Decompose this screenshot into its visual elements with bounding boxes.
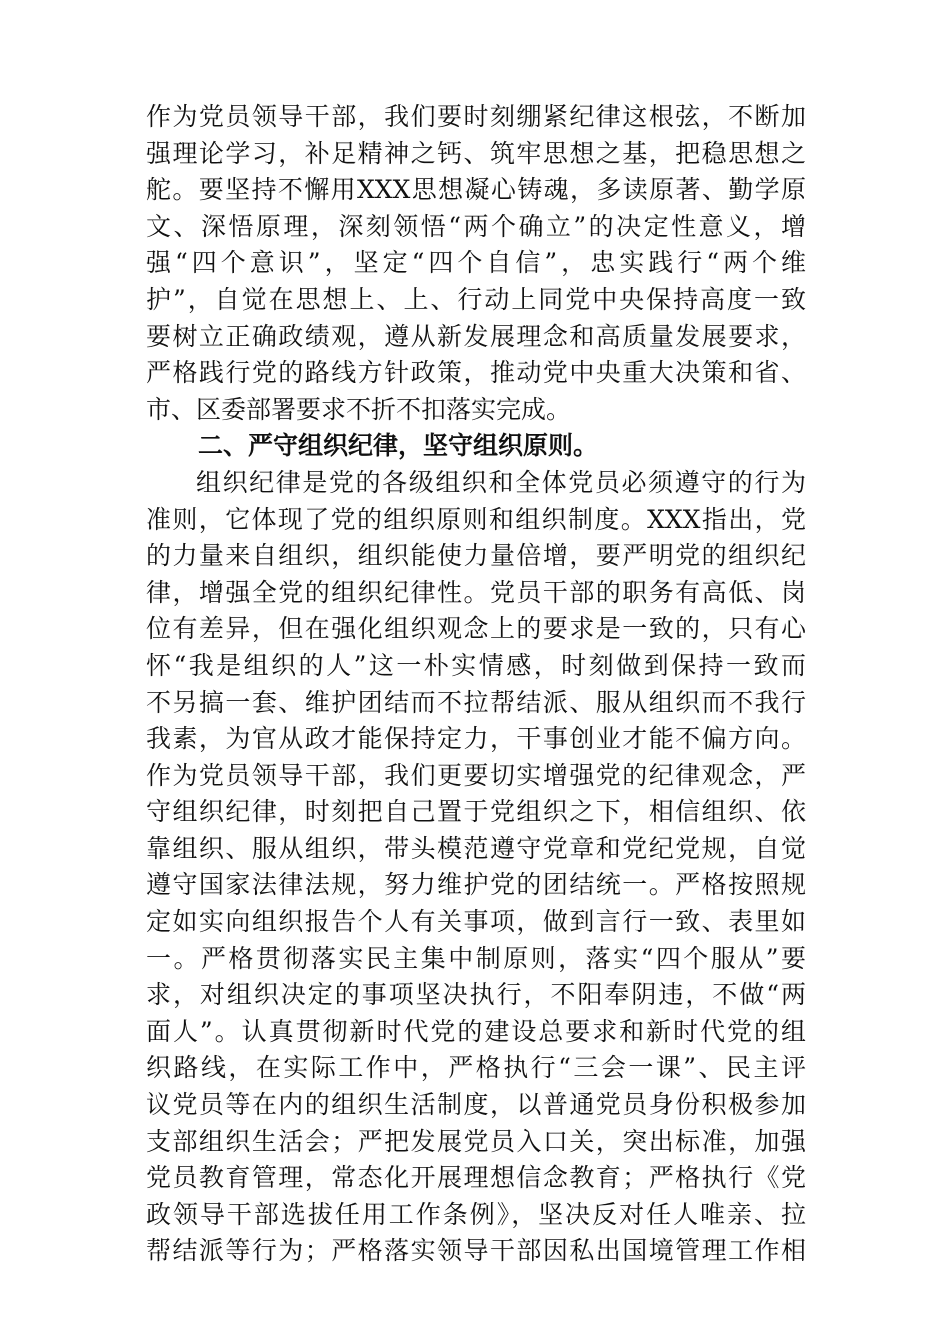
text-line: 组织纪律是党的各级组织和全体党员必须遵守的行为 [196, 467, 806, 497]
text-line: 市、区委部署要求不折不扣落实完成。 [146, 394, 572, 424]
document-body [146, 99, 806, 1270]
section-heading: 二、严守组织纪律，坚守组织原则。 [198, 431, 599, 461]
text-line: 准则，它体现了党的组织原则和组织制度。XXX指出，党 [146, 504, 806, 534]
text-line: 支部组织生活会；严把发展党员入口关，突出标准，加强 [146, 1126, 806, 1156]
text-line: 求，对组织决定的事项坚决执行，不阳奉阴违，不做“两 [146, 980, 806, 1010]
text-line: 党员教育管理，常态化开展理想信念教育；严格执行《党 [146, 1163, 806, 1193]
text-line: 护”，自觉在思想上、上、行动上同党中央保持高度一致 [146, 284, 806, 314]
text-line: 守组织纪律，时刻把自己置于党组织之下，相信组织、依 [146, 797, 806, 827]
text-line: 严格践行党的路线方针政策，推动党中央重大决策和省、 [146, 358, 806, 388]
text-line: 遵守国家法律法规，努力维护党的团结统一。严格按照规 [146, 870, 806, 900]
text-line: 文、深悟原理，深刻领悟“两个确立”的决定性意义，增 [146, 211, 806, 241]
text-line: 要树立正确政绩观，遵从新发展理念和高质量发展要求， [146, 321, 806, 351]
text-line: 不另搞一套、维护团结而不拉帮结派、服从组织而不我行 [146, 687, 806, 717]
text-line: 定如实向组织报告个人有关事项，做到言行一致、表里如 [146, 907, 806, 937]
text-line: 我素，为官从政才能保持定力，干事创业才能不偏方向。 [146, 724, 806, 754]
text-line: 靠组织、服从组织，带头模范遵守党章和党纪党规，自觉 [146, 833, 806, 863]
text-line: 律，增强全党的组织纪律性。党员干部的职务有高低、岗 [146, 577, 806, 607]
paragraph-1 [146, 99, 806, 428]
text-line: 强理论学习，补足精神之钙、筑牢思想之基，把稳思想之 [146, 138, 806, 168]
text-line: 作为党员领导干部，我们更要切实增强党的纪律观念，严 [146, 760, 806, 790]
text-line: 位有差异，但在强化组织观念上的要求是一致的，只有心 [146, 614, 806, 644]
text-line: 强“四个意识”，坚定“四个自信”，忠实践行“两个维 [146, 248, 806, 278]
text-line: 舵。要坚持不懈用XXX思想凝心铸魂，多读原著、勤学原 [146, 175, 806, 205]
text-line: 帮结派等行为；严格落实领导干部因私出国境管理工作相 [146, 1236, 806, 1266]
text-line: 怀“我是组织的人”这一朴实情感，时刻做到保持一致而 [146, 650, 806, 680]
paragraph-2 [146, 465, 806, 1270]
text-line: 议党员等在内的组织生活制度，以普通党员身份积极参加 [146, 1090, 806, 1120]
text-line: 一。严格贯彻落实民主集中制原则，落实“四个服从”要 [146, 943, 806, 973]
text-line: 的力量来自组织，组织能使力量倍增，要严明党的组织纪 [146, 541, 806, 571]
text-line: 作为党员领导干部，我们要时刻绷紧纪律这根弦，不断加 [146, 102, 806, 131]
text-line: 面人”。认真贯彻新时代党的建设总要求和新时代党的组 [146, 1016, 806, 1046]
text-line: 织路线，在实际工作中，严格执行“三会一课”、民主评 [146, 1053, 806, 1083]
text-line: 政领导干部选拔任用工作条例》，坚决反对任人唯亲、拉 [146, 1199, 806, 1229]
